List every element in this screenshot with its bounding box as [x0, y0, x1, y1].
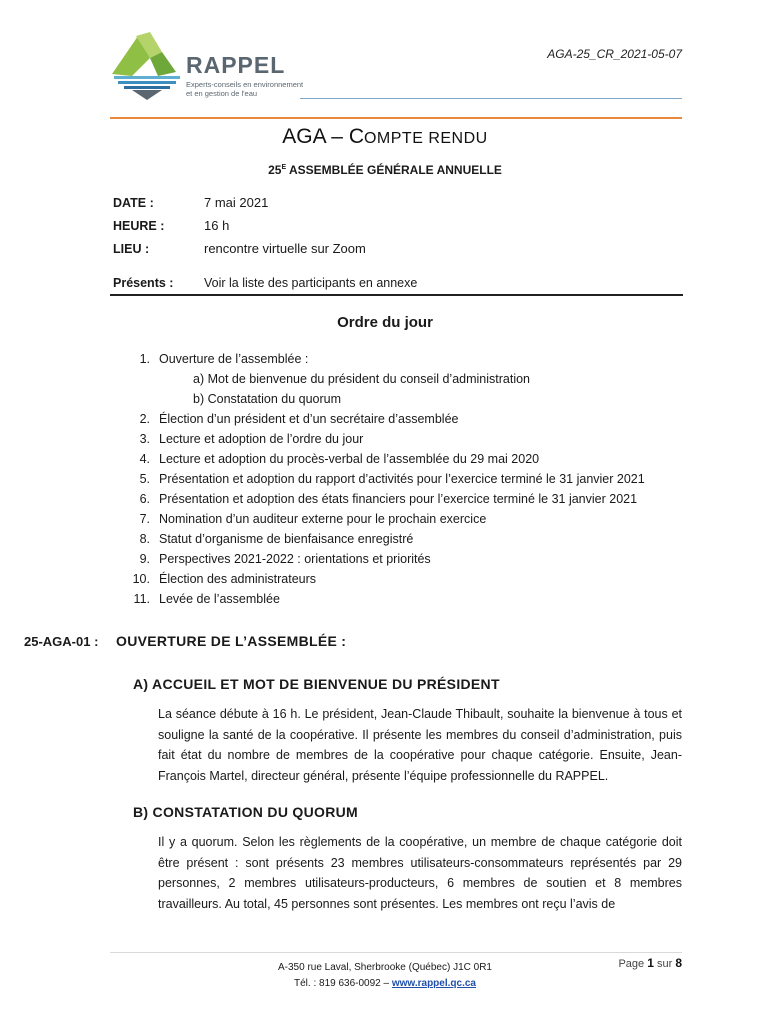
- logo-tagline: Experts-conseils en environnement et en gestion de l'eau: [186, 80, 304, 98]
- agenda-item-text: Nomination d’un auditeur externe pour le prochain exercice: [159, 512, 487, 526]
- subsection-b-title: B) CONSTATATION DU QUORUM: [133, 804, 358, 820]
- agenda-title: Ordre du jour: [337, 314, 433, 331]
- agenda-item-number: 4.: [139, 452, 150, 466]
- section-number: 25-AGA-01 :: [24, 634, 99, 649]
- agenda-item-text: Lecture et adoption du procès-verbal de l’assemblée du 29 mai 2020: [159, 452, 540, 466]
- agenda-item-number: 9.: [139, 552, 150, 566]
- agenda-item-text: Élection d’un président et d’un secrétaire d’assemblée: [159, 412, 459, 426]
- agenda-item-number: 3.: [139, 432, 150, 446]
- present-value: Voir la liste des participants en annexe: [204, 276, 418, 290]
- page-number: Page 1 sur 8: [618, 956, 682, 970]
- footer-address: A-350 rue Laval, Sherbrooke (Québec) J1C 0R1: [277, 962, 492, 973]
- agenda-item-text: Levée de l’assemblée: [159, 592, 280, 606]
- date-label: DATE :: [113, 196, 154, 210]
- agenda-item-text: Ouverture de l’assemblée :: [159, 352, 309, 366]
- time-label: HEURE :: [113, 219, 165, 233]
- meta-divider: [110, 294, 683, 296]
- footer-contact: [0, 978, 770, 989]
- subsection-b-text: Il y a quorum. Selon les règlements de la coopérative, un membre de chaque catégorie doit être présent : sont présents 23 membres utilisateurs-consommateurs représentés par 29 personnes, 2 membres utilisateurs-producteurs, 6 membres de soutien et 8 membres travailleurs. Au total, 45 personnes sont présentes. Les membres ont reçu l’avis de: [158, 835, 682, 911]
- agenda-item-number: 5.: [139, 472, 150, 486]
- agenda-item-text: Statut d’organisme de bienfaisance enregistré: [159, 532, 414, 546]
- subsection-a-title: A) ACCUEIL ET MOT DE BIENVENUE DU PRÉSIDENT: [133, 676, 500, 692]
- page-subtitle: $25^E$ ASSEMBLÉE GÉNÉRALE ANNUELLE: [268, 163, 502, 177]
- agenda-item-number: 10.: [132, 572, 150, 586]
- logo-wordmark: RAPPEL: [186, 52, 286, 78]
- time-value: 16 h: [204, 218, 230, 233]
- agenda-item-text: Perspectives 2021-2022 : orientations et priorités: [159, 552, 431, 566]
- document-reference: AGA-25_CR_2021-05-07: [547, 47, 682, 61]
- agenda-item-number: 1.: [139, 352, 150, 366]
- footer-divider: [110, 952, 682, 953]
- present-label: Présents :: [113, 276, 174, 290]
- header-divider: [300, 98, 682, 99]
- agenda-item-text: Lecture et adoption de l’ordre du jour: [159, 432, 364, 446]
- section-title: OUVERTURE DE L’ASSEMBLÉE :: [116, 633, 347, 649]
- website-link[interactable]: www.rappel.qc.ca: [391, 978, 476, 989]
- agenda-item-text: Élection des administrateurs: [159, 572, 317, 586]
- page-title: AGA – COMPTE RENDU: [282, 125, 488, 148]
- agenda-item-number: 7.: [139, 512, 150, 526]
- agenda-item-text: Présentation et adoption du rapport d’activités pour l’exercice terminé le 31 janvier 2021: [159, 472, 645, 486]
- place-value: rencontre virtuelle sur Zoom: [204, 241, 366, 256]
- agenda-item-text: a) Mot de bienvenue du président du conseil d’administration: [193, 372, 531, 386]
- place-label: LIEU :: [113, 242, 150, 256]
- header-accent-rule: [110, 117, 682, 119]
- agenda-item-number: 2.: [139, 412, 150, 426]
- agenda-item-number: 6.: [139, 492, 150, 506]
- agenda-item-text: Présentation et adoption des états financiers pour l’exercice terminé le 31 janvier 2021: [159, 492, 638, 506]
- date-value: 7 mai 2021: [204, 195, 269, 210]
- agenda-item-number: 11.: [133, 592, 150, 606]
- subsection-a-text: La séance débute à 16 h. Le président, Jean-Claude Thibault, souhaite la bienvenue à tous et souligne la santé de la coopérative. Il présente les membres du conseil d’administration, puis fait état du nombre de membres de la coopérative pour chaque catégorie. Ensuite, Jean-François Martel, directeur général, présente l’équipe professionnelle du RAPPEL.: [158, 707, 682, 783]
- footer-phone: Tél. : 819 636-0092 –: [294, 978, 390, 989]
- agenda-item-text: b) Constatation du quorum: [193, 392, 342, 406]
- agenda-item-number: 8.: [139, 532, 150, 546]
